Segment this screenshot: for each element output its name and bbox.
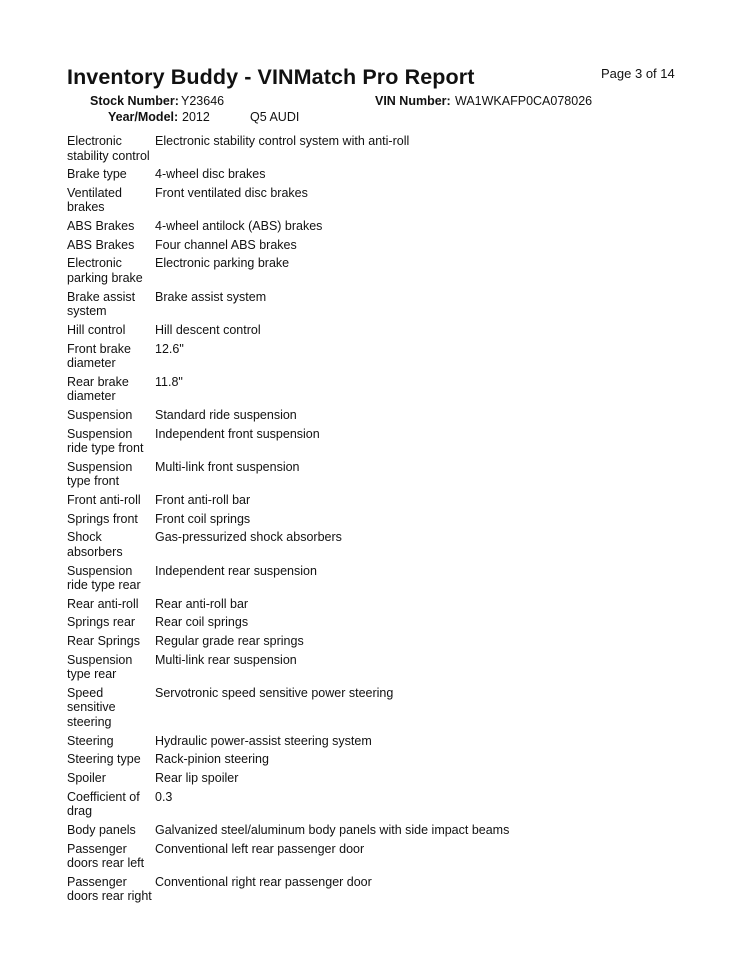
spec-value: Independent front suspension — [155, 426, 320, 441]
spec-row — [67, 134, 707, 167]
spec-value: Front anti-roll bar — [155, 492, 251, 507]
spec-label: Steering — [67, 733, 114, 748]
spec-label: Electronic stability control — [67, 134, 150, 163]
spec-label: Hill control — [67, 322, 126, 337]
spec-value: Rear anti-roll bar — [155, 596, 249, 611]
spec-row — [67, 842, 707, 875]
spec-label: Body panels — [67, 822, 136, 837]
spec-value: Front coil springs — [155, 511, 251, 526]
spec-value: Four channel ABS brakes — [155, 237, 297, 252]
year-model-label-text: Year/Model: — [108, 110, 179, 124]
spec-row — [67, 615, 707, 634]
spec-label: Passenger doors rear right — [67, 874, 152, 904]
year-value: 2012 — [182, 110, 210, 124]
spec-label: Shock absorbers — [67, 530, 123, 559]
spec-row — [67, 653, 707, 686]
spec-label: Suspension ride type rear — [67, 563, 141, 592]
spec-label: Springs rear — [67, 615, 136, 630]
spec-label: Rear brake diameter — [67, 374, 129, 404]
spec-value: Front ventilated disc brakes — [155, 185, 308, 200]
spec-row — [67, 256, 707, 289]
spec-row — [67, 167, 707, 186]
spec-label: Electronic parking brake — [67, 256, 143, 285]
spec-value: 4-wheel disc brakes — [155, 167, 266, 182]
spec-row — [67, 512, 707, 531]
vin-label-text: VIN Number: — [375, 94, 451, 108]
spec-row — [67, 686, 707, 734]
year-model-label — [108, 110, 178, 124]
spec-label: Speed sensitive steering — [67, 685, 116, 729]
page-number: Page 3 of 14 — [601, 66, 675, 81]
spec-label: Suspension — [67, 407, 133, 422]
spec-row — [67, 823, 707, 842]
spec-row — [67, 238, 707, 257]
spec-value: Independent rear suspension — [155, 563, 317, 578]
spec-value: 11.8" — [155, 374, 183, 389]
spec-label: Passenger doors rear left — [67, 841, 145, 871]
spec-row — [67, 771, 707, 790]
stock-number-label — [90, 94, 179, 108]
spec-label: Springs front — [67, 511, 138, 526]
spec-row — [67, 323, 707, 342]
spec-label: Rear Springs — [67, 634, 140, 649]
spec-row — [67, 408, 707, 427]
report-title: Inventory Buddy - VINMatch Pro Report — [67, 65, 475, 89]
spec-row — [67, 597, 707, 616]
spec-row — [67, 634, 707, 653]
spec-row — [67, 219, 707, 238]
spec-label: Front brake diameter — [67, 341, 131, 370]
spec-label: Front anti-roll — [67, 492, 141, 507]
spec-value: Rear coil springs — [155, 615, 249, 630]
spec-value: 0.3 — [155, 789, 173, 804]
spec-value: Brake assist system — [155, 289, 267, 304]
spec-row — [67, 460, 707, 493]
spec-row — [67, 342, 707, 375]
spec-label: ABS Brakes — [67, 219, 135, 234]
spec-label: Suspension ride type front — [67, 426, 144, 456]
spec-label: Suspension type front — [67, 459, 133, 489]
spec-label: Ventilated brakes — [67, 185, 122, 215]
spec-value: Multi-link front suspension — [155, 459, 300, 474]
spec-value: Multi-link rear suspension — [155, 652, 297, 667]
vin-value: WA1WKAFP0CA078026 — [455, 94, 593, 108]
spec-label: Coefficient of drag — [67, 789, 140, 819]
spec-value: Hill descent control — [155, 322, 261, 337]
spec-value: Conventional right rear passenger door — [155, 874, 372, 889]
spec-value: Standard ride suspension — [155, 407, 297, 422]
spec-value: Servotronic speed sensitive power steering — [155, 685, 394, 700]
spec-value: Rear lip spoiler — [155, 771, 239, 785]
stock-number-label-text: Stock Number: — [90, 94, 179, 108]
spec-value: Gas-pressurized shock absorbers — [155, 530, 342, 545]
spec-row — [67, 493, 707, 512]
spec-row — [67, 290, 707, 323]
model-value: Q5 AUDI — [250, 110, 300, 124]
spec-label: Brake type — [67, 167, 127, 182]
spec-value: Hydraulic power-assist steering system — [155, 733, 372, 748]
stock-number-value: Y23646 — [181, 94, 225, 108]
spec-row — [67, 564, 707, 597]
spec-row — [67, 530, 707, 563]
spec-row — [67, 375, 707, 408]
spec-value: Conventional left rear passenger door — [155, 841, 365, 856]
spec-value: Regular grade rear springs — [155, 634, 304, 649]
spec-value: Electronic stability control system with anti-roll — [155, 134, 410, 148]
spec-row — [67, 875, 707, 908]
spec-label: Steering type — [67, 752, 141, 767]
spec-label: ABS Brakes — [67, 237, 135, 252]
spec-label: Spoiler — [67, 771, 106, 785]
spec-label: Rear anti-roll — [67, 596, 139, 611]
spec-row — [67, 427, 707, 460]
spec-value: 12.6" — [155, 341, 184, 356]
spec-label: Suspension type rear — [67, 652, 133, 682]
spec-value: Galvanized steel/aluminum body panels with side impact beams — [155, 822, 510, 837]
spec-row — [67, 186, 707, 219]
spec-row — [67, 790, 707, 823]
spec-value: Electronic parking brake — [155, 256, 290, 271]
spec-table — [67, 134, 707, 908]
spec-row — [67, 752, 707, 771]
spec-label: Brake assist system — [67, 289, 136, 319]
spec-value: Rack-pinion steering — [155, 752, 269, 767]
spec-row — [67, 734, 707, 753]
spec-value: 4-wheel antilock (ABS) brakes — [155, 219, 323, 234]
vin-label — [375, 94, 451, 108]
